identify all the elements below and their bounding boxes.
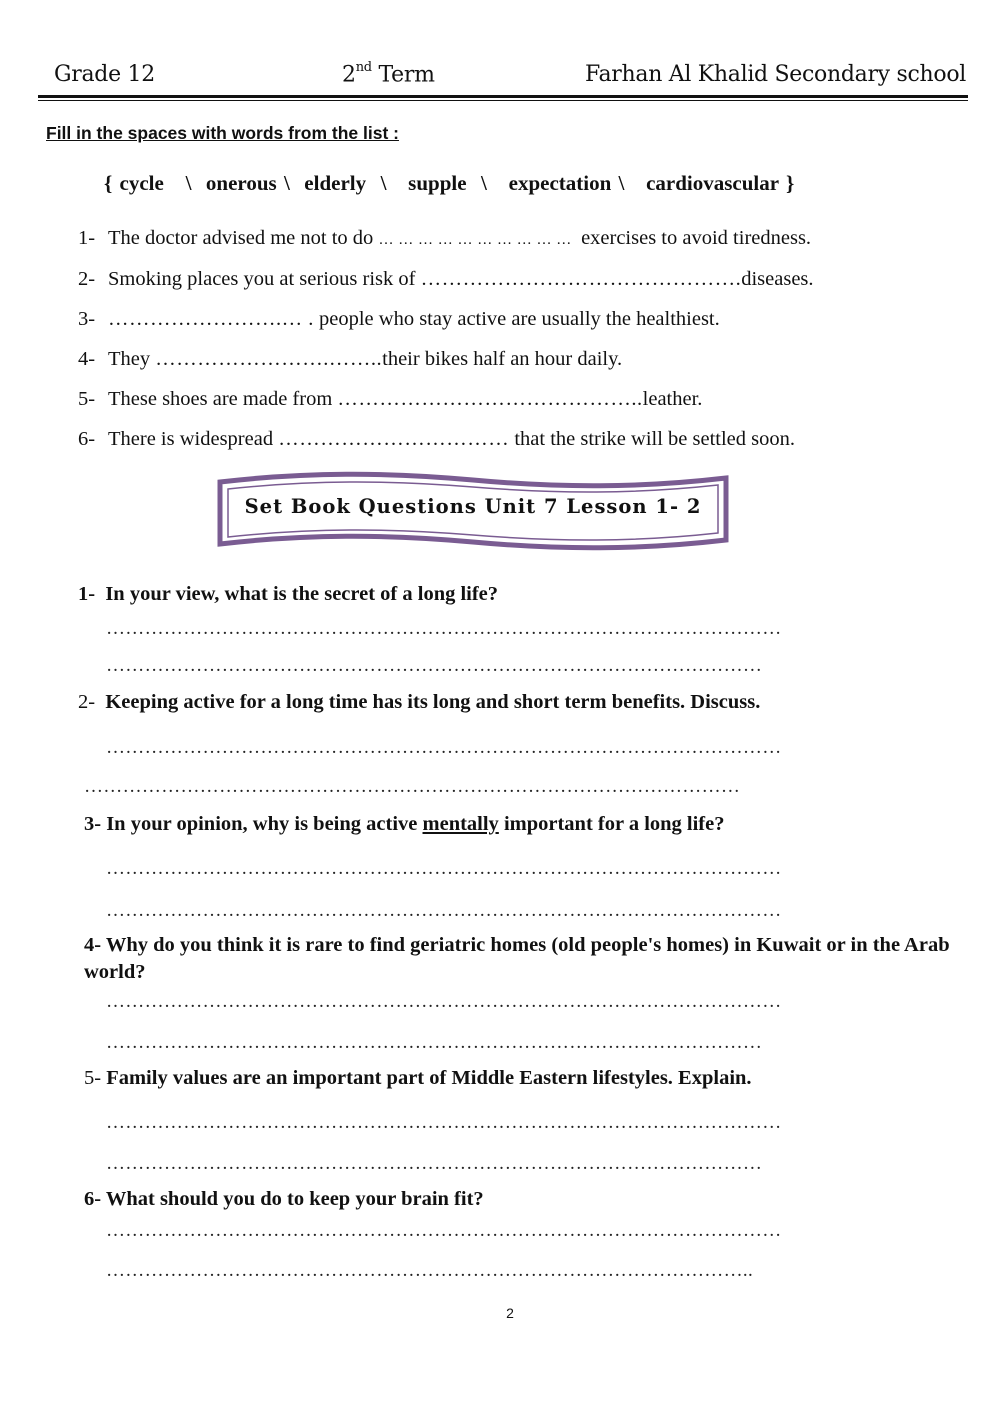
word-list: { cycle \ onerous \ elderly \ supple \ expectation \ cardiovascular } <box>104 171 795 195</box>
sentence-text-before: There is widespread <box>108 428 279 450</box>
sentence-text-after: people who stay active are usually the healthiest. <box>313 308 720 330</box>
sentence-number: 5- <box>78 388 96 410</box>
question-6 <box>84 1188 484 1211</box>
sentence-6 <box>78 428 795 451</box>
sentence-1 <box>78 227 811 250</box>
answer-line[interactable]: …………………………………………………………………………………………… <box>106 991 782 1012</box>
sentence-number: 1- <box>78 227 96 249</box>
question-number: 2- <box>78 691 96 713</box>
sentence-text-after: that the strike will be settled soon. <box>509 428 796 450</box>
sentence-text-before: The doctor advised me not to do <box>108 227 379 249</box>
answer-line[interactable]: ………………………………………………………………………………………… <box>106 655 763 676</box>
question-number: 3- <box>84 813 102 835</box>
sentence-text-before: These shoes are made from <box>108 388 338 410</box>
sentence-text-after: leather. <box>642 388 703 410</box>
answer-line[interactable]: …………………………………………………………………………………………… <box>106 900 782 921</box>
question-text: Keeping active for a long time has its long and short term benefits. Discuss. <box>105 691 761 713</box>
instruction-heading: Fill in the spaces with words from the list : <box>46 123 399 143</box>
term-suffix: nd <box>355 60 372 75</box>
answer-line[interactable]: ……………………………………………………………………………………….. <box>106 1260 753 1281</box>
answer-line[interactable]: …………………………………………………………………………………………… <box>106 858 782 879</box>
term-label <box>342 62 435 87</box>
sentence-number: 2- <box>78 268 96 290</box>
answer-line[interactable]: ………………………………………………………………………………………… <box>106 1032 763 1053</box>
question-5 <box>84 1067 752 1090</box>
sentence-5 <box>78 388 702 411</box>
sentence-4 <box>78 348 622 371</box>
term-number: 2 <box>342 62 356 88</box>
sentence-text-after: diseases. <box>741 268 814 290</box>
sentence-3 <box>78 308 720 331</box>
sentence-number: 3- <box>78 308 96 330</box>
answer-line[interactable]: …………………………………………………………………………………………… <box>106 618 782 639</box>
blank-dots[interactable]: ………………………………………. <box>420 268 742 290</box>
answer-line[interactable]: ………………………………………………………………………………………… <box>84 776 741 797</box>
sentence-2 <box>78 268 814 291</box>
answer-line[interactable]: …………………………………………………………………………………………… <box>106 737 782 758</box>
question-4 <box>84 932 964 986</box>
sentence-number: 6- <box>78 428 96 450</box>
question-number: 1- <box>78 583 96 605</box>
question-text: In your opinion, why is being active <box>106 813 423 835</box>
header-rule-thick <box>38 95 968 98</box>
question-text: What should you do to keep your brain fit? <box>105 1188 484 1210</box>
answer-line[interactable]: …………………………………………………………………………………………… <box>106 1112 782 1133</box>
question-text: Why do you think it is rare to find geriatric homes (old people's homes) in Kuwait or in the Arab world? <box>84 934 950 983</box>
header-rule-thin <box>38 100 968 101</box>
sentence-text-before: They <box>108 348 156 370</box>
banner-title: Set Book Questions Unit 7 Lesson 1- 2 <box>244 495 702 518</box>
question-3 <box>84 813 724 836</box>
sentence-text-after: their bikes half an hour daily. <box>382 348 623 370</box>
grade-label: Grade 12 <box>54 62 155 87</box>
answer-line[interactable]: ………………………………………………………………………………………… <box>106 1153 763 1174</box>
question-number: 6- <box>84 1188 102 1210</box>
question-1 <box>78 583 498 606</box>
blank-dots[interactable]: …………………………………….. <box>337 388 643 410</box>
question-2 <box>78 691 760 714</box>
question-number: 4- <box>84 934 102 956</box>
question-text: In your view, what is the secret of a long life? <box>105 583 499 605</box>
answer-line[interactable]: …………………………………………………………………………………………… <box>106 1220 782 1241</box>
sentence-number: 4- <box>78 348 96 370</box>
blank-dots[interactable]: … … … … … … … … … … <box>378 232 576 248</box>
question-number: 5- <box>84 1067 102 1089</box>
blank-dots[interactable]: …………………….… . <box>108 308 314 330</box>
blank-dots[interactable]: …………………………… <box>278 428 510 450</box>
term-word: Term <box>378 62 435 88</box>
blank-dots[interactable]: …………………….…….. <box>155 348 383 370</box>
school-name: Farhan Al Khalid Secondary school <box>585 62 967 87</box>
page-number: 2 <box>506 1305 514 1321</box>
question-underlined-word: mentally <box>422 813 499 835</box>
question-text: important for a long life? <box>498 813 725 835</box>
question-text: Family values are an important part of Middle Eastern lifestyles. Explain. <box>106 1067 752 1089</box>
sentence-text-after: exercises to avoid tiredness. <box>575 227 812 249</box>
sentence-text-before: Smoking places you at serious risk of <box>108 268 421 290</box>
